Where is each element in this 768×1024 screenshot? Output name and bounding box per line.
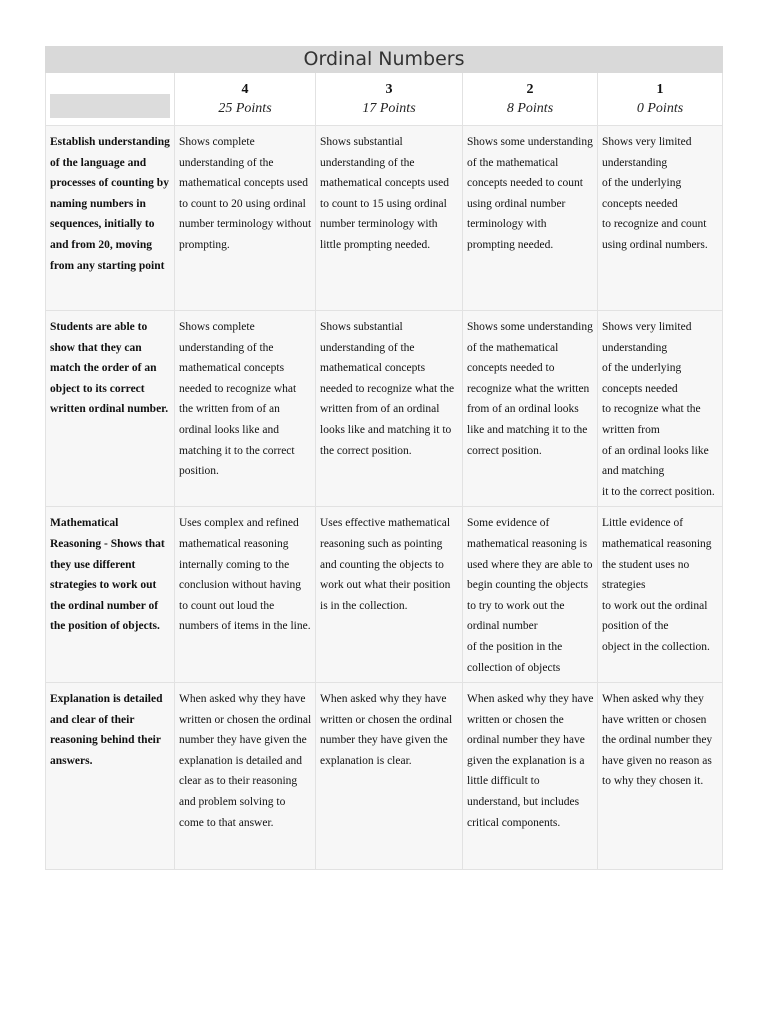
level-header-4 (175, 73, 316, 126)
descriptor-cell: When asked why they have written or chosen the ordinal number they have given the explanation is clear. (316, 683, 463, 870)
criteria-header-cell (46, 73, 175, 126)
criterion-cell: Students are able to show that they can match the order of an object to its correct written ordinal number. (46, 311, 175, 507)
descriptor-cell: Little evidence of mathematical reasoning the student uses no strategies to work out the ordinal position of the object in the collection. (598, 507, 723, 683)
descriptor-cell: Uses complex and refined mathematical reasoning internally coming to the conclusion without having to count out loud the numbers of items in the line. (175, 507, 316, 683)
criterion-cell: Establish understanding of the language and processes of counting by naming numbers in sequences, initially to and from 20, moving from any starting point (46, 126, 175, 311)
level-score: 4 (241, 82, 249, 97)
descriptor-cell: When asked why they have written or chosen the ordinal number they have given the explanation is a little difficult to understand, but includes critical components. (463, 683, 598, 870)
descriptor-cell: When asked why they have written or chosen the ordinal number they have given no reason as to why they chosen it. (598, 683, 723, 870)
rubric-table (45, 46, 723, 870)
descriptor-cell: Shows very limited understanding of the underlying concepts needed to recognize and count using ordinal numbers. (598, 126, 723, 311)
level-header-2 (463, 73, 598, 126)
title-row (46, 47, 723, 73)
level-points: 8 Points (506, 101, 554, 116)
criterion-cell: Mathematical Reasoning - Shows that they use different strategies to work out the ordinal number of the position of objects. (46, 507, 175, 683)
descriptor-cell: Shows some understanding of the mathematical concepts needed to recognize what the written from of an ordinal looks like and matching it to the correct position. (463, 311, 598, 507)
level-score: 3 (385, 82, 393, 97)
descriptor-cell: Shows complete understanding of the mathematical concepts needed to recognize what the written from of an ordinal looks like and matching it to the correct position. (175, 311, 316, 507)
level-points: 0 Points (636, 101, 684, 116)
descriptor-cell: Shows very limited understanding of the underlying concepts needed to recognize what the written from of an ordinal looks like and matching it to the correct position. (598, 311, 723, 507)
score-header-row (46, 73, 723, 126)
level-score: 1 (656, 82, 664, 97)
level-points: 17 Points (362, 101, 416, 116)
descriptor-cell: Some evidence of mathematical reasoning is used where they are able to begin counting the objects to try to work out the ordinal number of the position in the collection of objects (463, 507, 598, 683)
criterion-row-reasoning (46, 507, 723, 683)
descriptor-cell: Shows substantial understanding of the mathematical concepts used to count to 15 using ordinal number terminology with little prompting needed. (316, 126, 463, 311)
level-header-1 (598, 73, 723, 126)
descriptor-cell: Shows some understanding of the mathematical concepts needed to count using ordinal number terminology with prompting needed. (463, 126, 598, 311)
criterion-row-matching (46, 311, 723, 507)
level-points: 25 Points (218, 101, 272, 116)
descriptor-cell: Shows complete understanding of the mathematical concepts used to count to 20 using ordinal number terminology without prompting. (175, 126, 316, 311)
criterion-row-counting (46, 126, 723, 311)
header-placeholder-box (50, 94, 170, 118)
descriptor-cell: Shows substantial understanding of the mathematical concepts needed to recognize what the written from of an ordinal looks like and matching it to the correct position. (316, 311, 463, 507)
descriptor-cell: When asked why they have written or chosen the ordinal number they have given the explanation is detailed and clear as to their reasoning and problem solving to come to that answer. (175, 683, 316, 870)
criterion-cell: Explanation is detailed and clear of their reasoning behind their answers. (46, 683, 175, 870)
rubric-title: Ordinal Numbers (46, 47, 723, 73)
criterion-row-explanation (46, 683, 723, 870)
level-score: 2 (526, 82, 534, 97)
level-header-3 (316, 73, 463, 126)
descriptor-cell: Uses effective mathematical reasoning such as pointing and counting the objects to work out what their position is in the collection. (316, 507, 463, 683)
